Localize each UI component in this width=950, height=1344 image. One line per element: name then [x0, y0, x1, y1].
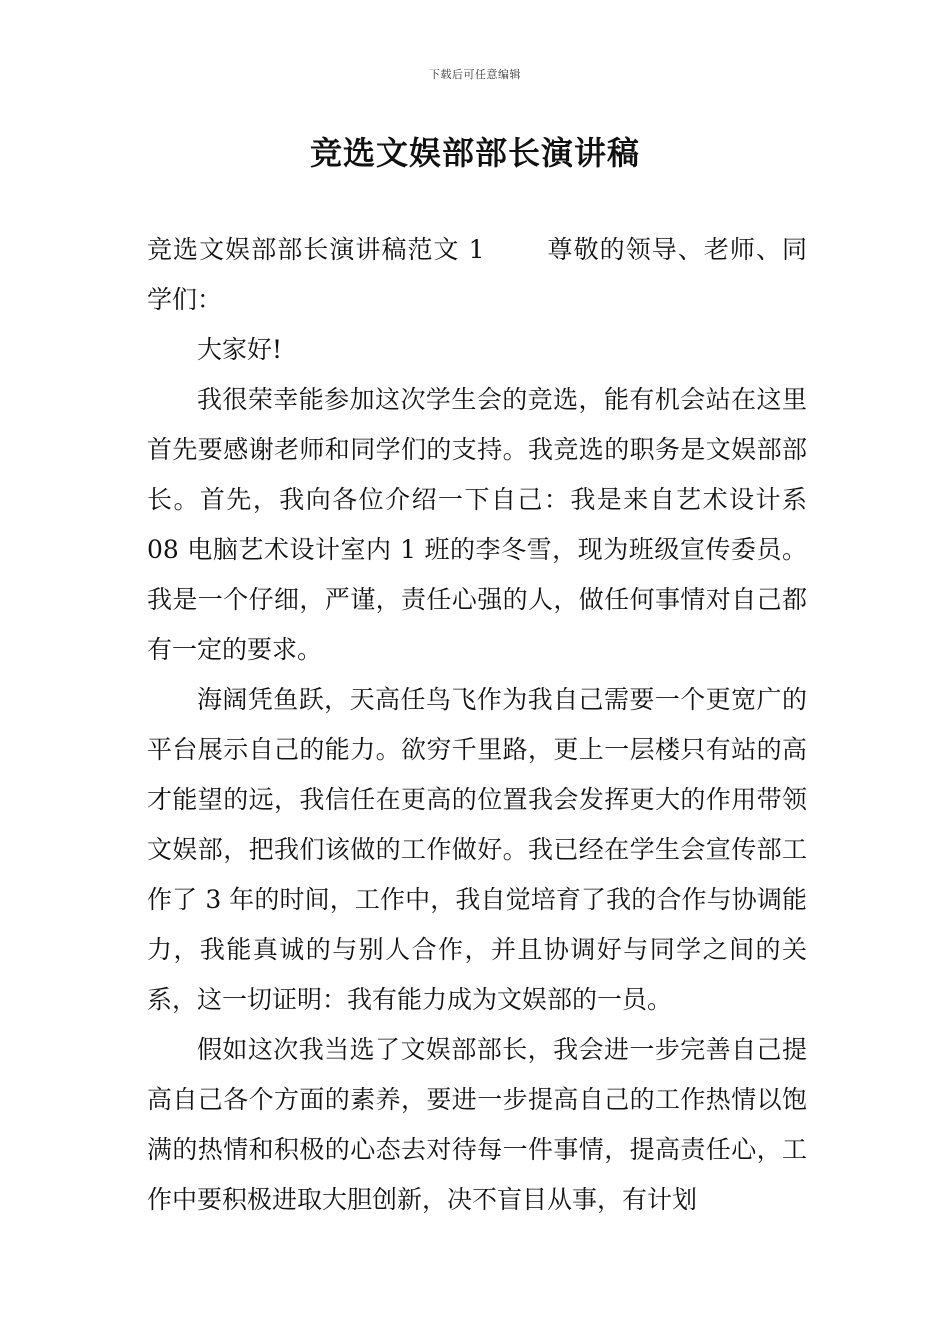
intro-greeting: 尊敬的领导、老师、同学们：	[147, 235, 807, 314]
document-body	[147, 225, 807, 1225]
paragraph-plans: 假如这次我当选了文娱部部长，我会进一步完善自己提高自己各个方面的素养，要进一步提高自己的工作热情以饱满的热情和积极的心态去对待每一件事情，提高责任心，工作中要积极进取大胆创新，决不盲目从事，有计划	[147, 1035, 807, 1214]
header-note: 下载后可任意编辑	[429, 68, 521, 81]
document-title: 竞选文娱部部长演讲稿	[309, 134, 640, 172]
paragraph-self-introduction: 我很荣幸能参加这次学生会的竞选，能有机会站在这里首先要感谢老师和同学们的支持。我竞选的职务是文娱部部长。首先，我向各位介绍一下自己：我是来自艺术设计系 08 电脑艺术设计室内 1 班的李冬雪，现为班级宣传委员。我是一个仔细，严谨，责任心强的人，做任何事情对自己都有一定的要求。	[147, 385, 807, 664]
paragraph-greeting: 大家好!	[197, 335, 283, 364]
intro-line	[147, 225, 807, 325]
intro-label: 竞选文娱部部长演讲稿范文 1	[147, 235, 485, 264]
paragraph-ambition: 海阔凭鱼跃，天高任鸟飞作为我自己需要一个更宽广的平台展示自己的能力。欲穷千里路，更上一层楼只有站的高才能望的远，我信任在更高的位置我会发挥更大的作用带领文娱部，把我们该做的工作做好。我已经在学生会宣传部工作了 3 年的时间，工作中，我自觉培育了我的合作与协调能力，我能真诚的与别人合作，并且协调好与同学之间的关系，这一切证明：我有能力成为文娱部的一员。	[147, 685, 807, 1014]
